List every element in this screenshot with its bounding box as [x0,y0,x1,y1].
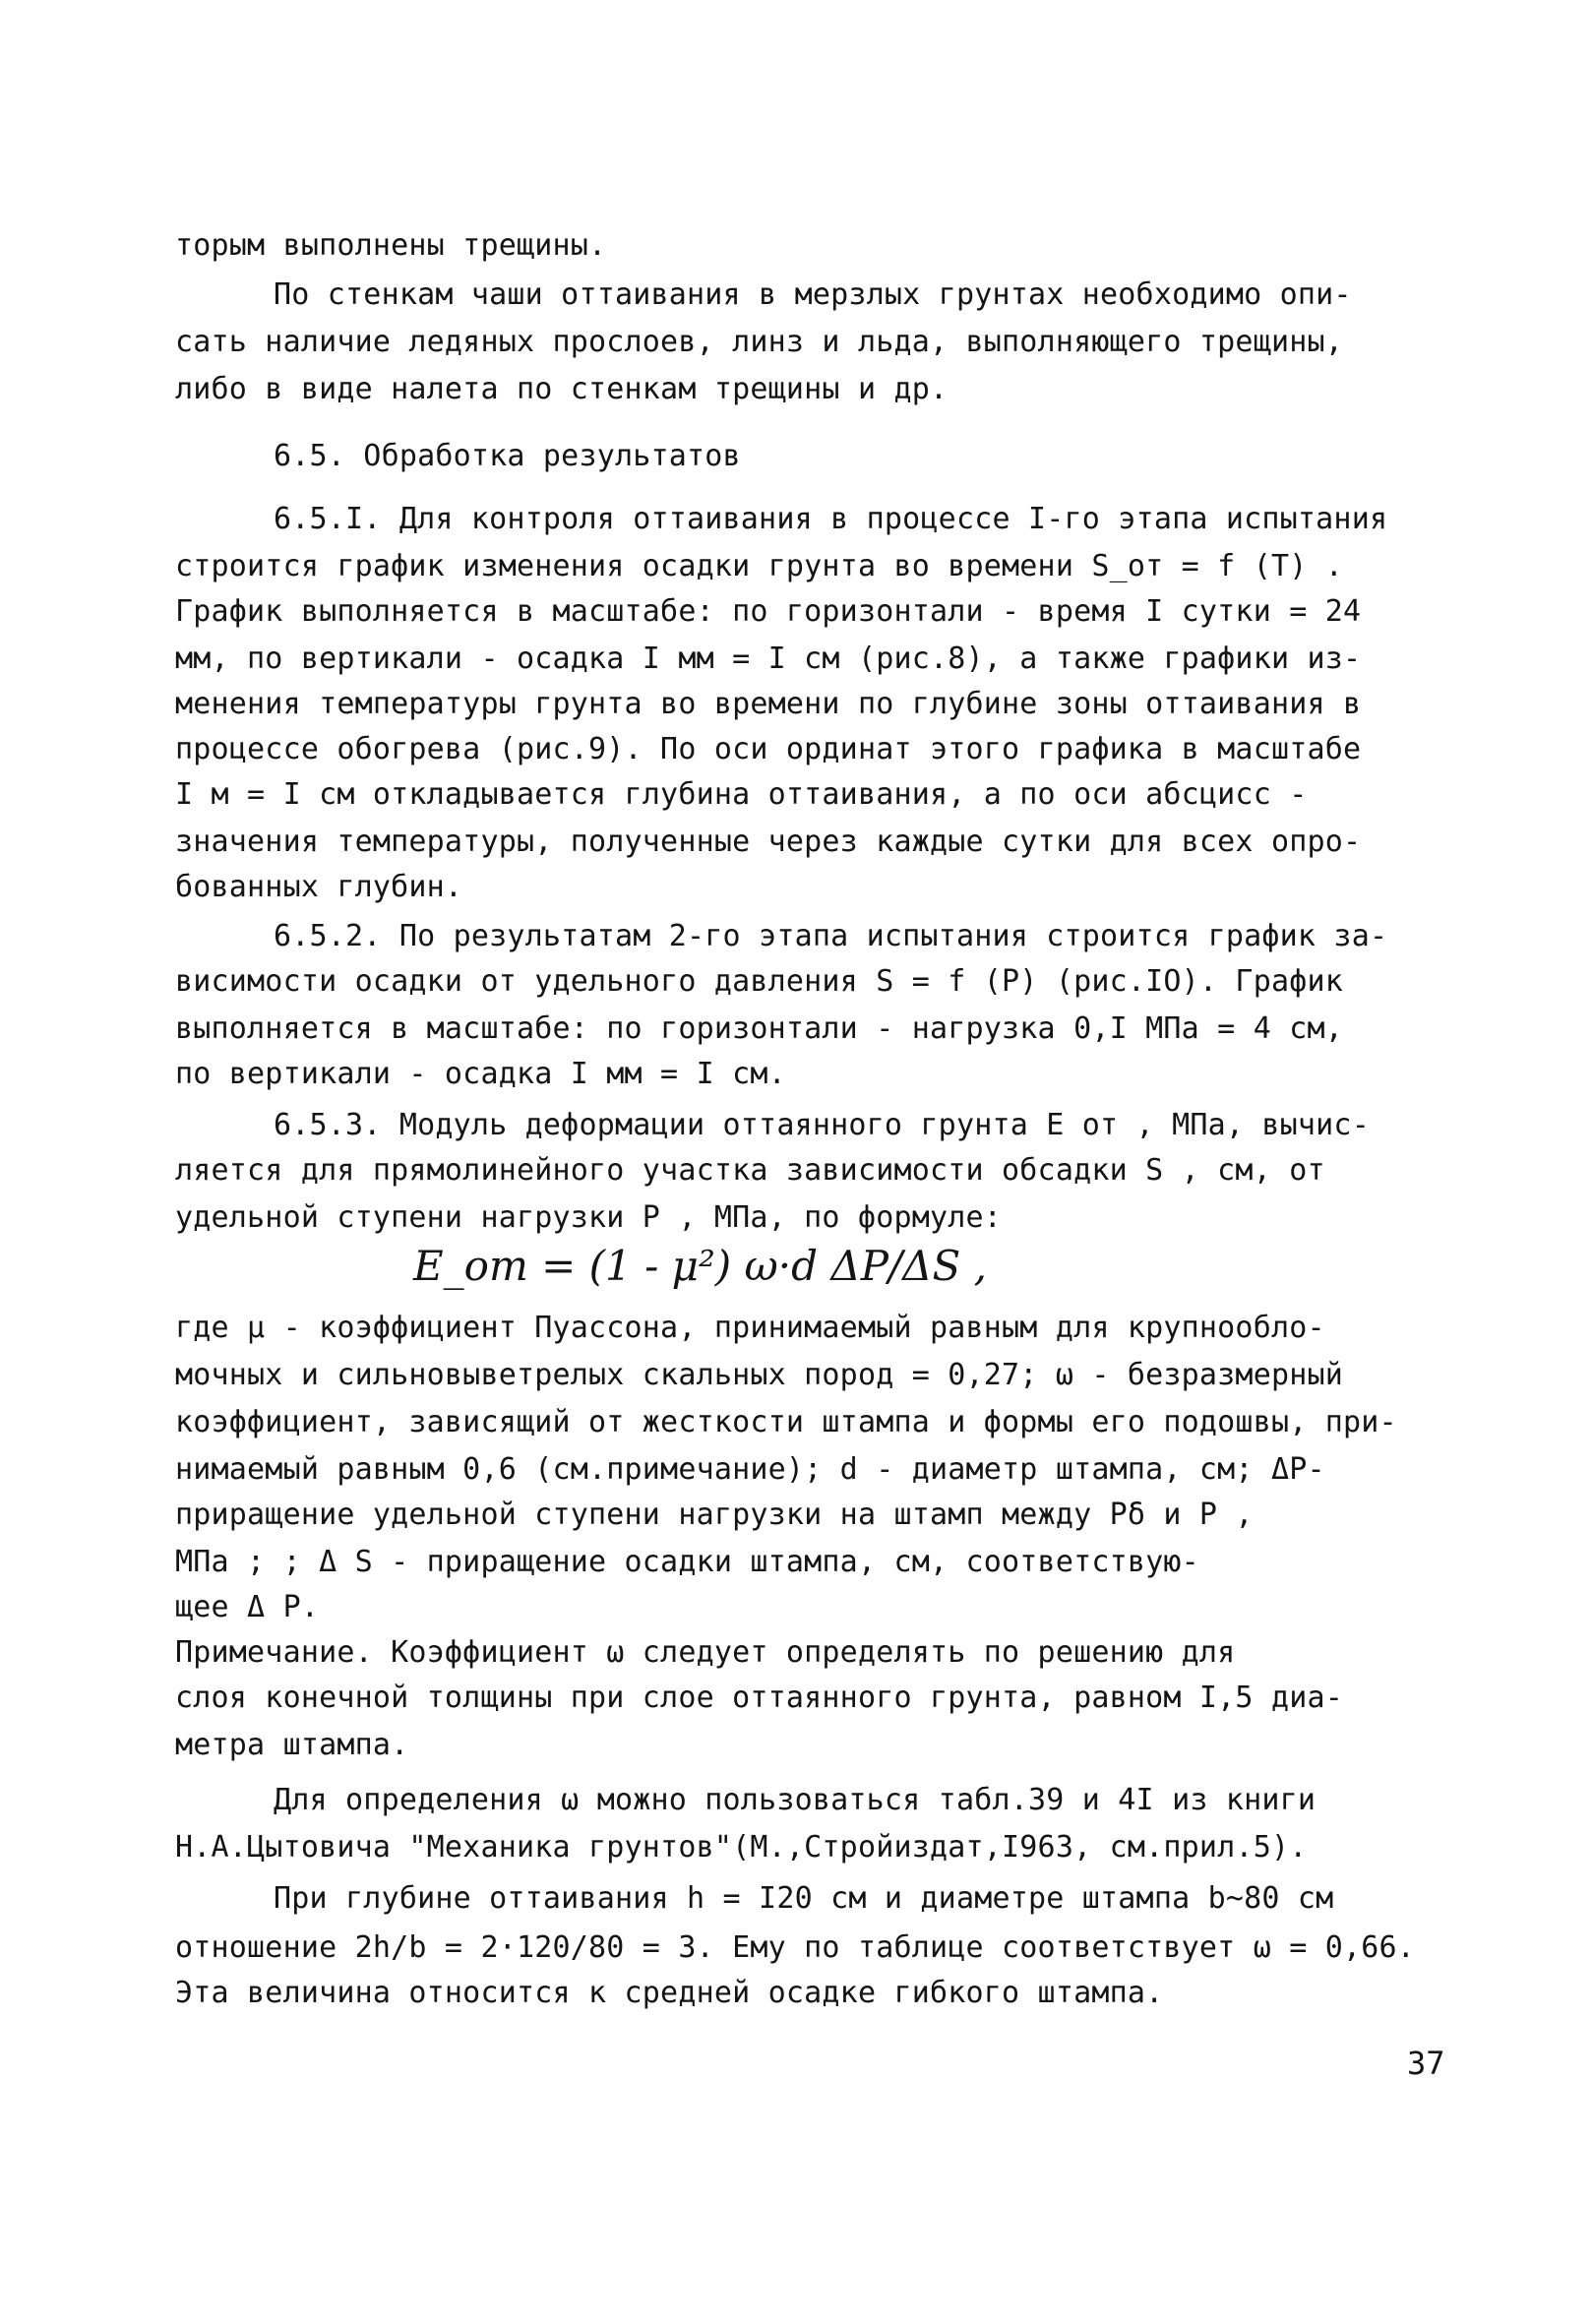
page-number: 37 [1407,2045,1445,2082]
text-line-25: нимаемый равным 0,6 (см.примечание); d - диаметр штампа, см; ΔP- [175,1452,1325,1487]
text-line-34: При глубине оттаивания h = I20 см и диаметре штампа b~80 см [274,1881,1334,1916]
modulus-formula: E_от = (1 - μ²) ω·d ΔP/ΔS , [413,1242,987,1290]
text-line-35: отношение 2h/b = 2·120/80 = 3. Ему по таблице соответствует ω = 0,66. [175,1930,1416,1965]
text-line-9: мм, по вертикали - осадка I мм = I см (рис.8), а также графики из- [175,642,1362,676]
text-line-32: Для определения ω можно пользоваться табл.39 и 4I из книги [274,1783,1316,1817]
text-line-24: коэффициент, зависящий от жесткости штампа и формы его подошвы, при- [175,1405,1397,1439]
text-line-26: приращение удельной ступени нагрузки на штамп между Pδ и P , [175,1498,1254,1532]
text-line-8: График выполняется в масштабе: по горизонтали - время I сутки = 24 [175,594,1362,629]
note-line-1: Примечание. Коэффициент ω следует определять по решению для [175,1635,1236,1670]
text-line-22: где μ - коэффициент Пуассона, принимаемый равным для крупнообло- [175,1311,1325,1345]
text-line-2: По стенкам чаши оттаивания в мерзлых грунтах необходимо опи- [274,277,1352,312]
text-line-15: 6.5.2. По результатам 2-го этапа испытания строится график за- [274,919,1388,953]
text-line-16: висимости осадки от удельного давления S = f (P) (рис.IO). График [175,964,1343,999]
text-line-10: менения температуры грунта во времени по глубине зоны оттаивания в [175,687,1362,721]
note-line-2: слоя конечной толщины при слое оттаянного грунта, равном I,5 диа- [175,1681,1343,1715]
text-line-18: по вертикали - осадка I мм = I см. [175,1057,786,1091]
text-line-33: Н.А.Цытовича "Механика грунтов"(М.,Стройиздат,I963, см.прил.5). [175,1830,1308,1865]
text-line-20: ляется для прямолинейного участка зависимости обсадки S , см, от [175,1153,1325,1188]
text-line-27: МПа ; ; Δ S - приращение осадки штампа, см, соответствую- [175,1545,1199,1579]
text-line-1: торым выполнены трещины. [175,228,607,263]
text-line-23: мочных и сильновыветрелых скальных пород = 0,27; ω - безразмерный [175,1358,1343,1392]
text-line-21: удельной ступени нагрузки P , МПа, по формуле: [175,1200,1003,1235]
text-line-13: значения температуры, полученные через каждые сутки для всех опро- [175,825,1362,859]
text-line-19: 6.5.3. Модуль деформации оттаянного грунта E от , МПа, вычис- [274,1108,1370,1142]
text-line-7: строится график изменения осадки грунта во времени S_от = f (T) . [175,549,1343,583]
text-line-17: выполняется в масштабе: по горизонтали - нагрузка 0,I МПа = 4 см, [175,1011,1343,1046]
text-line-11: процессе обогрева (рис.9). По оси ординат этого графика в масштабе [175,732,1362,766]
note-line-3: метра штампа. [175,1728,409,1762]
text-line-28: щее Δ P. [175,1590,320,1624]
text-line-3: сать наличие ледяных прослоев, линз и льда, выполняющего трещины, [175,325,1343,359]
section-heading: 6.5. Обработка результатов [274,439,741,473]
text-line-4: либо в виде налета по стенкам трещины и др. [175,372,949,406]
text-line-36: Эта величина относится к средней осадке гибкого штампа. [175,1976,1164,2010]
text-line-14: бованных глубин. [175,870,463,904]
text-line-12: I м = I см откладывается глубина оттаивания, а по оси абсцисс - [175,777,1308,812]
text-line-6: 6.5.I. Для контроля оттаивания в процессе I-го этапа испытания [274,502,1388,536]
